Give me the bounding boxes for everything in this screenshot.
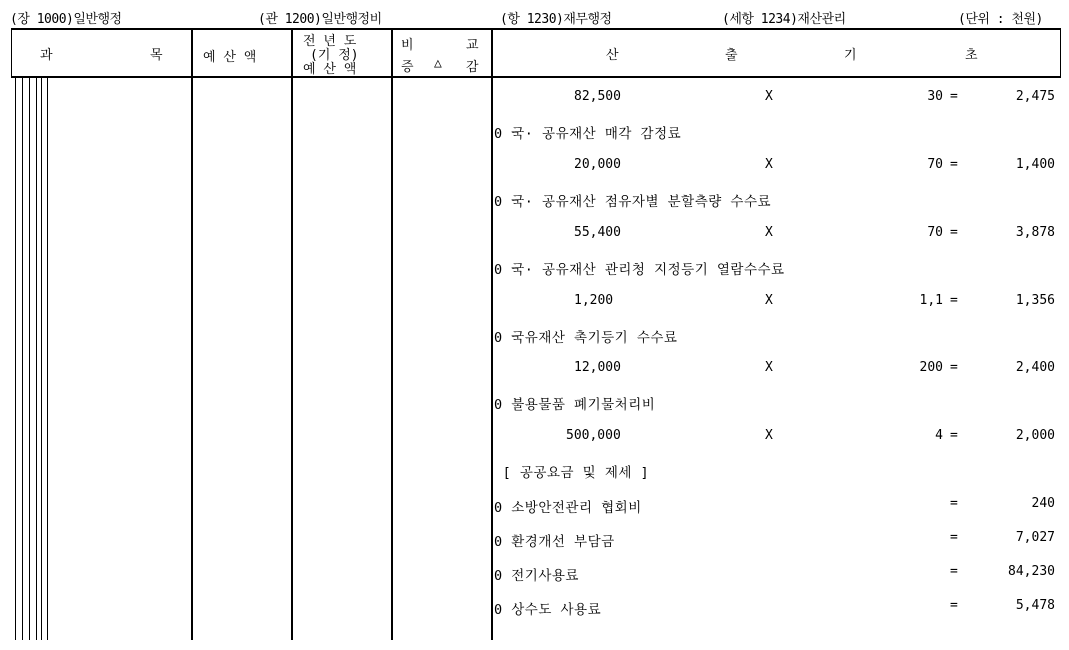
row-amount: 500,000	[566, 428, 621, 443]
row-amount: 82,500	[574, 89, 621, 104]
row-label: 0 불용물품 폐기물처리비	[494, 397, 656, 413]
row-equals: =	[950, 564, 958, 579]
header-basis-4: 초	[965, 48, 978, 63]
section-heading: [ 공공요금 및 제세 ]	[494, 465, 650, 481]
header-gwamok-1: 과	[40, 48, 53, 63]
header-prev-3: 예 산 액	[303, 62, 357, 77]
gwan-label: (관 1200)일반행정비	[258, 12, 382, 27]
row-label: 0 국· 공유재산 매각 감정료	[494, 126, 682, 142]
row-equals: =	[950, 89, 958, 104]
jang-label: (장 1000)일반행정	[10, 12, 122, 27]
hang-label: (항 1230)재무행정	[500, 12, 612, 27]
row-result: 1,356	[1015, 293, 1055, 308]
col-sep-4	[491, 28, 493, 640]
row-times: X	[765, 428, 773, 443]
row-label: 0 전기사용료	[494, 568, 579, 584]
header-yesan: 예 산 액	[203, 50, 257, 65]
unit-label: (단위 : 천원)	[958, 12, 1043, 27]
row-amount: 55,400	[574, 225, 621, 240]
row-amount: 1,200	[574, 293, 614, 308]
header-basis-2: 출	[725, 48, 738, 63]
row-factor: 1,1	[919, 293, 943, 308]
row-label: 0 국· 공유재산 관리청 지정등기 열람수수료	[494, 262, 785, 278]
nest-line-2	[22, 78, 23, 640]
row-result: 2,000	[1015, 428, 1055, 443]
row-label: 0 국유재산 촉기등기 수수료	[494, 330, 678, 346]
row-equals: =	[950, 530, 958, 545]
header-basis-3: 기	[844, 48, 857, 63]
row-label: 0 상수도 사용료	[494, 602, 602, 618]
header-prev-2: (기 정)	[310, 48, 359, 63]
row-equals: =	[950, 225, 958, 240]
row-factor: 30	[927, 89, 943, 104]
table-top-border	[11, 28, 1061, 30]
table-right-border	[1060, 28, 1061, 78]
row-equals: =	[950, 157, 958, 172]
row-result: 240	[1031, 496, 1055, 511]
row-times: X	[765, 360, 773, 375]
row-amount: 12,000	[574, 360, 621, 375]
row-result: 5,478	[1015, 598, 1055, 613]
col-sep-1	[191, 28, 193, 640]
header-bigyo-1: 비	[401, 38, 414, 53]
nest-line-6	[47, 78, 48, 640]
nest-line-4	[36, 78, 37, 640]
nest-line-5	[41, 78, 42, 640]
header-jeunggam-3: 감	[466, 60, 479, 75]
row-times: X	[765, 225, 773, 240]
row-equals: =	[950, 598, 958, 613]
row-result: 84,230	[1008, 564, 1055, 579]
row-times: X	[765, 157, 773, 172]
sehang-label: (세항 1234)재산관리	[722, 12, 846, 27]
header-basis-1: 산	[606, 48, 619, 63]
row-result: 2,475	[1015, 89, 1055, 104]
row-equals: =	[950, 496, 958, 511]
table-left-border	[11, 28, 12, 78]
header-jeunggam-2: △	[434, 56, 442, 71]
row-times: X	[765, 89, 773, 104]
row-result: 2,400	[1015, 360, 1055, 375]
row-result: 3,878	[1015, 225, 1055, 240]
nest-line-3	[29, 78, 30, 640]
nest-line-1	[15, 78, 16, 640]
row-factor: 4	[935, 428, 943, 443]
row-label: 0 환경개선 부담금	[494, 534, 615, 550]
row-equals: =	[950, 360, 958, 375]
row-result: 1,400	[1015, 157, 1055, 172]
row-label: 0 소방안전관리 협회비	[494, 500, 642, 516]
row-equals: =	[950, 428, 958, 443]
row-factor: 70	[927, 157, 943, 172]
row-amount: 20,000	[574, 157, 621, 172]
header-bottom-border	[11, 76, 1061, 78]
header-jeunggam-1: 증	[401, 60, 414, 75]
row-equals: =	[950, 293, 958, 308]
header-prev-1: 전 년 도	[303, 34, 357, 49]
row-times: X	[765, 293, 773, 308]
row-result: 7,027	[1015, 530, 1055, 545]
header-gwamok-2: 목	[150, 48, 163, 63]
col-sep-2	[291, 28, 293, 640]
row-label: 0 국· 공유재산 점유자별 분할측량 수수료	[494, 194, 772, 210]
col-sep-3	[391, 28, 393, 640]
row-factor: 70	[927, 225, 943, 240]
row-factor: 200	[919, 360, 943, 375]
header-bigyo-2: 교	[466, 38, 479, 53]
